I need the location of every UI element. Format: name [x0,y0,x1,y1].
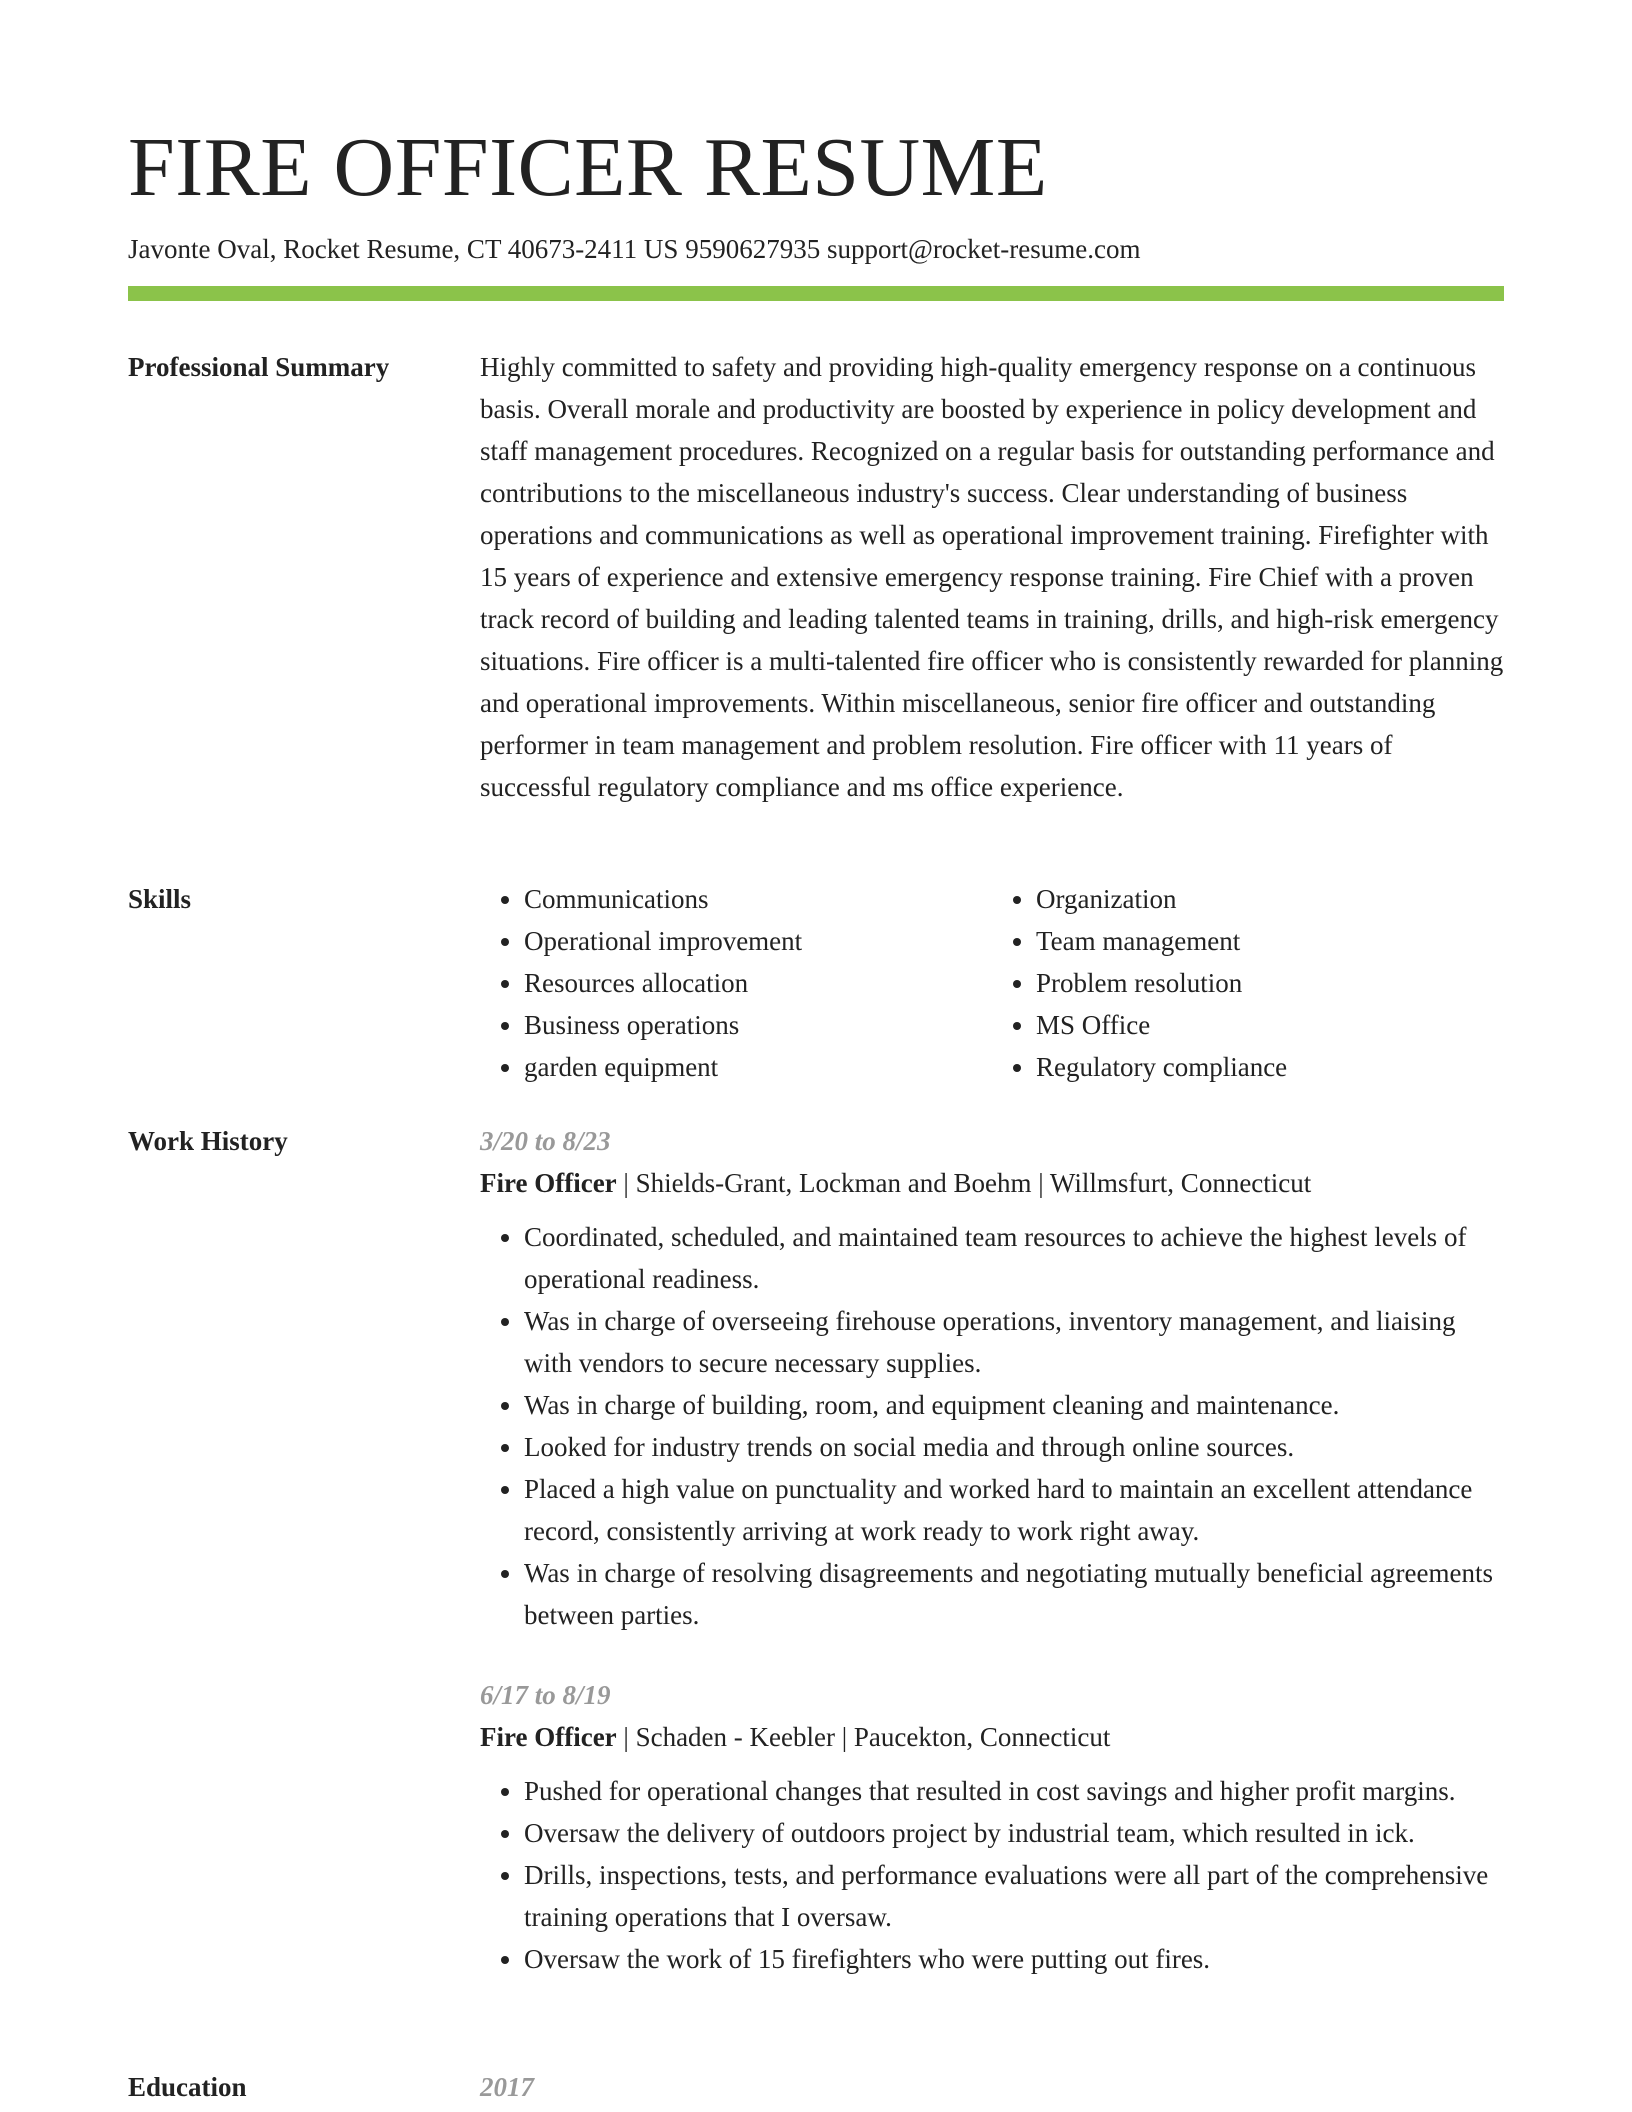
contact-address: Rocket Resume, CT 40673-2411 US [283,234,679,264]
contact-email: support@rocket-resume.com [826,234,1141,264]
skills-list-right [992,878,1504,1088]
skill-item: • Communications [524,878,992,920]
job-bullet: • Was in charge of building, room, and equipment cleaning and maintenance. [524,1384,1504,1426]
accent-divider [128,286,1504,301]
summary-body [480,346,1504,808]
job-bullets [480,1216,1504,1636]
job-entry [480,1674,1504,1980]
job-bullet: • Pushed for operational changes that resulted in cost savings and higher profit margins. [524,1770,1504,1812]
skill-item: • Problem resolution [1036,962,1504,1004]
skill-item: • Regulatory compliance [1036,1046,1504,1088]
job-bullet: • Coordinated, scheduled, and maintained team resources to achieve the highest levels of operational readiness. [524,1216,1504,1300]
job-title: Fire Officer [480,1168,617,1198]
job-bullet: • Oversaw the work of 15 firefighters who were putting out fires. [524,1938,1504,1980]
job-bullet: • Was in charge of resolving disagreements and negotiating mutually beneficial agreements between parties. [524,1552,1504,1636]
job-bullet: • Oversaw the delivery of outdoors project by industrial team, which resulted in ick. [524,1812,1504,1854]
contact-line [128,230,1140,268]
job-heading [480,1162,1504,1204]
skills-body [480,878,1504,1088]
job-entry [480,1120,1504,1636]
job-title: Fire Officer [480,1722,617,1752]
summary-heading: Professional Summary [128,352,390,382]
job-bullet: • Was in charge of overseeing firehouse operations, inventory management, and liaising with vendors to secure necessary supplies. [524,1300,1504,1384]
skill-item: • Team management [1036,920,1504,962]
skill-item: • Operational improvement [524,920,992,962]
work-history-body [480,1120,1504,1980]
job-bullet: • Looked for industry trends on social media and through online sources. [524,1426,1504,1468]
job-dates: 3/20 to 8/23 [480,1126,611,1156]
skill-item: • MS Office [1036,1004,1504,1046]
contact-name: Javonte Oval, [128,234,277,264]
skills-heading: Skills [128,884,192,914]
job-heading [480,1716,1504,1758]
resume-title: FIRE OFFICER RESUME [128,121,1048,214]
education-body [480,2066,1504,2108]
contact-phone: 9590627935 [685,234,821,264]
skill-item: • Organization [1036,878,1504,920]
work-history-heading: Work History [128,1126,288,1156]
skill-item: • garden equipment [524,1046,992,1088]
education-year: 2017 [480,2072,534,2102]
skill-item: • Business operations [524,1004,992,1046]
job-bullet: • Drills, inspections, tests, and performance evaluations were all part of the comprehensive training operations that I oversaw. [524,1854,1504,1938]
job-details: | Schaden - Keebler | Paucekton, Connecticut [616,1722,1111,1752]
job-bullet: • Placed a high value on punctuality and worked hard to maintain an excellent attendance record, consistently arriving at work ready to work right away. [524,1468,1504,1552]
job-bullets [480,1770,1504,1980]
job-dates: 6/17 to 8/19 [480,1680,611,1710]
skills-columns [480,878,1504,1088]
skill-item: • Resources allocation [524,962,992,1004]
skills-list-left [480,878,992,1088]
education-heading: Education [128,2072,247,2102]
job-details: | Shields-Grant, Lockman and Boehm | Willmsfurt, Connecticut [616,1168,1312,1198]
summary-text: Highly committed to safety and providing high-quality emergency response on a continuous basis. Overall morale and productivity are boosted by experience in policy development and staff management procedures. Recognized on a regular basis for outstanding performance and contributions to the miscellaneous industry's success. Clear understanding of business operations and communications as well as operational improvement training. Firefighter with 15 years of experience and extensive emergency response training. Fire Chief with a proven track record of building and leading talented teams in training, drills, and high-risk emergency situations. Fire officer is a multi-talented fire officer who is consistently rewarded for planning and operational improvements. Within miscellaneous, senior fire officer and outstanding performer in team management and problem resolution. Fire officer with 11 years of successful regulatory compliance and ms office experience. [480,352,1504,802]
